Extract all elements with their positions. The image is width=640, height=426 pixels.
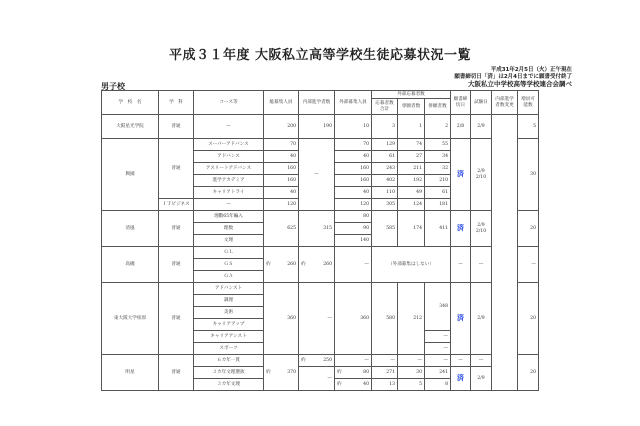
external: 120 [335,199,372,211]
course: ６カ年一貫 [194,355,264,367]
deadline-closed-mark: 済 [451,211,471,247]
external: 40 [335,151,372,163]
external: 10 [335,115,372,139]
course: 文理 [194,235,264,247]
exam: 2/9 [471,283,492,355]
course: ＧＳ [194,259,264,271]
school-name: 清風 [102,211,159,247]
col-ext-group: 外部応募者数 [372,91,451,99]
dept: 普通 [159,139,194,199]
exam: 2/9 [471,115,492,139]
table-row [102,247,539,259]
header-row [102,91,539,99]
increase: 5 [518,115,539,139]
total: 120 [264,199,299,211]
applicants: 580 [372,283,398,355]
col-deadline: 願書締切日 [451,91,471,115]
combined: 55 [425,139,451,151]
exam: — [471,355,492,367]
course: キャリアトライ [194,187,264,199]
course: アスリートアドバンス [194,163,264,175]
single: 49 [398,187,425,199]
course: ３カ年文理 [194,379,264,391]
total: 160 [264,163,299,175]
external: 360 [335,283,372,355]
internal: — [299,139,335,211]
combined: 34 [425,151,451,163]
col-dept: 学 科 [159,91,194,115]
internal: 約 260 [299,247,335,283]
internal: — [299,283,335,355]
col-int-change: 内部進学者数変更 [492,91,518,115]
course: アドバンスト [194,283,264,295]
single: 174 [398,211,425,247]
course: ＧＡ [194,271,264,283]
dept: 普通 [159,355,194,391]
combined: — [425,343,451,355]
col-total: 総募集人員 [264,91,299,115]
internal: 315 [299,211,335,247]
applicants: 243 [372,163,398,175]
applicants: 3 [372,115,398,139]
course: ＧＬ [194,247,264,259]
applicants: 271 [372,367,398,379]
external: 90 [335,223,372,235]
external: 140 [335,235,372,247]
dept: 普通 [159,283,194,355]
exam: — [471,247,492,283]
external: 40 [335,187,372,199]
combined: 8 [425,379,451,391]
course: ３カ年文理選抜 [194,367,264,379]
deadline-closed-mark: 済 [451,283,471,355]
table-row [102,139,539,151]
external: 約 80 [335,367,372,379]
col-increase: 増員可能数 [518,91,539,115]
course: 調理 [194,295,264,307]
increase: 30 [518,139,539,211]
col-ext-total: 応募者数合計 [372,99,398,115]
col-ext-single: 専願者数 [398,99,425,115]
single: 192 [398,175,425,187]
col-exam: 試験日 [471,91,492,115]
exam: 2/9 2/10 [471,211,492,247]
single: 27 [398,151,425,163]
single: 5 [398,379,425,391]
combined: 181 [425,199,451,211]
combined: 2 [425,115,451,139]
single: 74 [398,139,425,151]
table-row [102,355,539,367]
course: キャリアアシスト [194,331,264,343]
applicants: — [372,355,398,367]
course: スポーツ [194,343,264,355]
col-course: コース等 [194,91,264,115]
combined: 32 [425,163,451,175]
status-date-note: 平成31年2月5日（火）正午現在 [490,67,572,73]
section-title: 男子校 [101,82,125,91]
school-name: 高槻 [102,247,159,283]
deadline: 2/8 [451,115,471,139]
table-row [102,115,539,139]
total: 625 [264,211,299,247]
total: 40 [264,151,299,163]
external: 約 40 [335,379,372,391]
single: 1 [398,115,425,139]
course: — [194,115,264,139]
single: 124 [398,199,425,211]
col-school: 学 校 名 [102,91,159,115]
applicants: 402 [372,175,398,187]
deadline-closed-mark: 済 [451,367,471,391]
deadline: — [451,355,471,367]
single: 30 [398,367,425,379]
combined: 411 [425,211,451,247]
school-name: 興國 [102,139,159,211]
external: — [335,355,372,367]
applicants: 305 [372,199,398,211]
table-row [102,283,539,295]
increase: — [518,247,539,283]
combined: — [425,355,451,367]
combined: 61 [425,187,451,199]
combined: 241 [425,367,451,379]
exam: 2/9 2/10 [471,139,492,211]
combined: 348 [425,283,451,331]
school-name: 東大阪大学柏原 [102,283,159,355]
applicants: 129 [372,139,398,151]
course: アドバンス [194,151,264,163]
single: 211 [398,163,425,175]
external: 70 [335,139,372,151]
col-internal: 内部進学者数 [299,91,335,115]
applicants: 585 [372,211,398,247]
increase: 20 [518,283,539,355]
deadline: — [451,247,471,283]
course: キャリアアップ [194,319,264,331]
course: 美術 [194,307,264,319]
course: 進学アカデミア [194,175,264,187]
combined: 210 [425,175,451,187]
applications-table [101,90,539,391]
combined: — [425,331,451,343]
col-ext-combined: 併願者数 [425,99,451,115]
source-note: 大阪私立中学校高等学校連合会調べ [468,80,572,88]
increase: 20 [518,355,539,391]
external: 160 [335,163,372,175]
deadline-closed-mark: 済 [451,139,471,211]
single: 212 [398,283,425,355]
deadline-note: 願書締切日「済」は2月4日までに願書受付終了 [454,74,572,80]
total: 約 260 [264,247,299,283]
dept: 普通 [159,247,194,283]
total: 40 [264,187,299,199]
total: 160 [264,175,299,187]
internal: 約 250 [299,355,335,367]
dept: ＩＴビジネス [159,199,194,211]
external: 160 [335,175,372,187]
school-name: 明星 [102,355,159,391]
col-external: 外部募集人員 [335,91,372,115]
table-row [102,211,539,223]
course: — [194,199,264,211]
increase: 20 [518,211,539,247]
document-title: 平成３１年度 大阪私立高等学校生徒応募状況一覧 [168,48,472,63]
single: — [398,355,425,367]
total: 360 [264,283,299,355]
applicants: 61 [372,151,398,163]
internal: — [299,367,335,391]
applicants: 13 [372,379,398,391]
dept: 普通 [159,211,194,247]
external: — [335,247,372,283]
exam: 2/9 [471,367,492,391]
external-note: （外部募集はしない） [372,247,451,283]
external: 80 [335,211,372,223]
int-change [492,115,518,391]
total: 約 370 [264,355,299,391]
course: スーパーアドバンス [194,139,264,151]
total: 70 [264,139,299,151]
course: 理数 [194,223,264,235]
applicants: 110 [372,187,398,199]
internal: 190 [299,115,335,139]
total: 200 [264,115,299,139]
dept: 普通 [159,115,194,139]
course: 理數65年編入 [194,211,264,223]
school-name: 大阪星光学院 [102,115,159,139]
